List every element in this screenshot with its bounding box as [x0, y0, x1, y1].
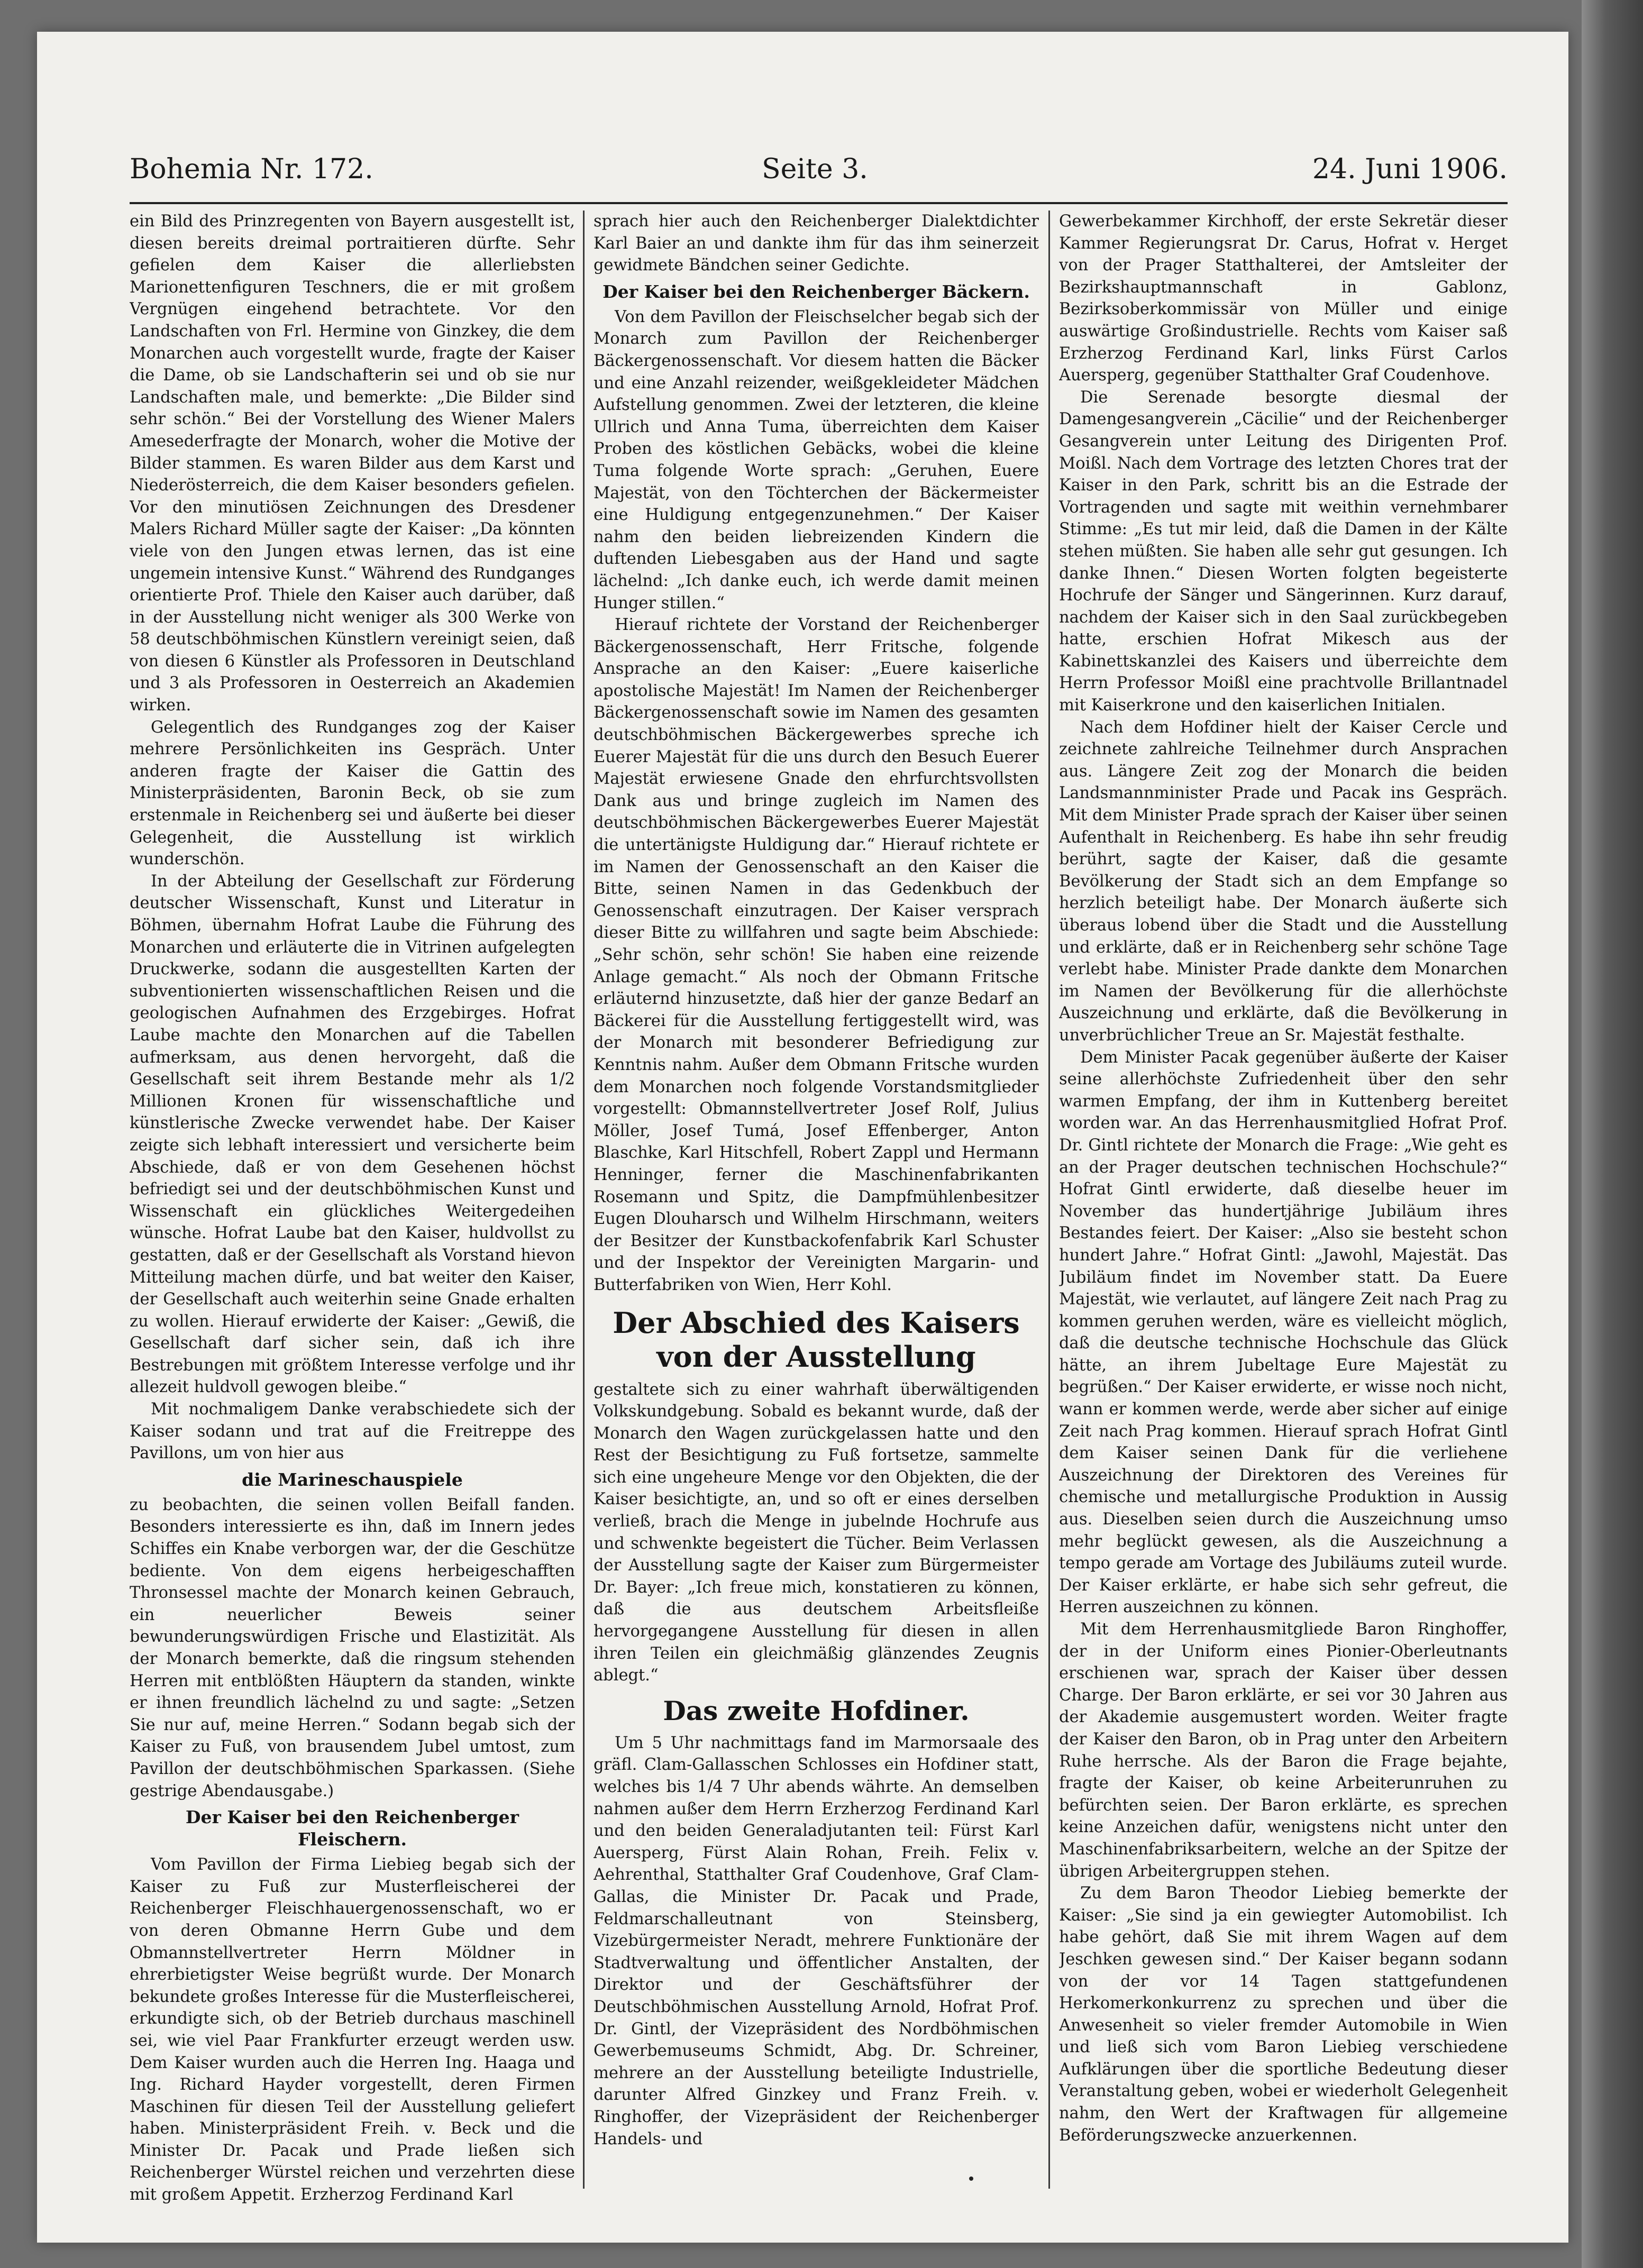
paragraph: Mit dem Herrenhausmitgliede Baron Ringhoffer, der in der Uniform eines Pionier-Oberleutnants erschienen war, sprach der Kaiser über dessen Charge. Der Baron erklärte, er sei vor 30 Jahren aus der Akademie ausgemustert worden. Weiter fragte der Kaiser den Baron, ob in Prag unter den Arbeitern Ruhe herrsche. Als der Baron die Frage bejahte, fragte der Kaiser, ob keine Arbeiterunruhen zu befürchten seien. Der Baron erklärte, es sprechen keine Anzeichen dafür, wenigstens nicht unter den Maschinenfabriksarbeitern, welche an der Spitze der übrigen Arbeitergruppen stehen. [1059, 1620, 1508, 1881]
section-heading-fleischern: Der Kaiser bei den Reichenberger Fleischern. [185, 1807, 519, 1850]
paragraph: ein Bild des Prinzregenten von Bayern ausgestellt ist, diesen bereits dreimal portraitieren dürfte. Sehr gefielen dem Kaiser die allerliebsten Marionettenfiguren Teschners, die er mit großem Vergnügen eingehend betrachtete. Vor den Landschaften von Frl. Hermine von Ginzkey, die dem Monarchen auch vorgestellt wurde, fragte der Kaiser die Dame, ob sie Landschafterin sei und ob sie nur Landschaften male, und bemerkte: „Die Bilder sind sehr schön.“ Bei der Vorstellung des Wiener Malers Amesederfragte der Monarch, woher die Motive der Bilder stammen. Es waren Bilder aus dem Karst und Niederösterreich, die dem Kaiser besonders gefielen. Vor den minutiösen Zeichnungen des Dresdener Malers Richard Müller sagte der Kaiser: „Da könnten viele von den Jungen etwas lernen, das ist eine ungemein intensive Kunst.“ Während des Rundganges orientierte Prof. Thiele den Kaiser auch darüber, daß in der Ausstellung nicht weniger als 300 Werke von 58 deutschböhmischen Künstlern vereinigt seien, daß von diesen 6 Künstler als Professoren in Deutschland und 3 als Professoren in Oesterreich an Akademien wirken. [130, 212, 575, 715]
paragraph: Nach dem Hofdiner hielt der Kaiser Cercle und zeichnete zahlreiche Teilnehmer durch Ansprachen aus. Längere Zeit zog der Monarch die beiden Landsmannminister Prade und Pacak ins Gespräch. Mit dem Minister Prade sprach der Kaiser über seinen Aufenthalt in Reichenberg. Es habe ihn sehr freudig berührt, sagte der Kaiser, daß die gesamte Bevölkerung der Stadt sich an dem Empfange so herzlich beteiligt habe. Der Monarch äußerte sich überaus lobend über die Stadt und die Ausstellung und erklärte, daß er in Reichenberg sehr schöne Tage verlebt habe. Minister Prade dankte dem Monarchen im Namen der Bevölkerung für die allerhöchste Auszeichnung und erklärte, daß die Bevölkerung in unverbrüchlicher Treue an Sr. Majestät festhalte. [1059, 718, 1508, 1045]
scan-background-edge [1582, 0, 1643, 2268]
paragraph: Von dem Pavillon der Fleischselcher begab sich der Monarch zum Pavillon der Reichenberger Bäckergenossenschaft. Vor diesem hatten die Bäcker und eine Anzahl reizender, weißgekleideter Mädchen Aufstellung genommen. Zwei der letzteren, die kleine Ullrich und Anna Tuma, überreichten dem Kaiser Proben des köstlichen Gebäcks, wobei die kleine Tuma folgende Worte sprach: „Geruhen, Euere Majestät, von den Töchterchen der Bäckermeister eine Huldigung entgegenzunehmen.“ Der Kaiser nahm den beiden liebreizenden Kindern die duftenden Liebesgaben aus der Hand und sagte lächelnd: „Ich danke euch, ich werde damit meinen Hunger stillen.“ [594, 307, 1039, 612]
paragraph: Dem Minister Pacak gegenüber äußerte der Kaiser seine allerhöchste Zufriedenheit über den sehr warmen Empfang, der ihm in Kuttenberg bereitet worden war. An das Herrenhausmitglied Hofrat Prof. Dr. Gintl richtete der Monarch die Frage: „Wie geht es an der Prager deutschen technischen Hochschule?“ Hofrat Gintl erwiderte, daß dieselbe heuer im November das hundertjährige Jubiläum ihres Bestandes feiert. Der Kaiser: „Also sie besteht schon hundert Jahre.“ Hofrat Gintl: „Jawohl, Majestät. Das Jubiläum findet im November statt. Da Euere Majestät, wie verlautet, auf längere Zeit nach Prag zu kommen geruhen werden, wäre es vielleicht möglich, daß die deutsche technische Hochschule das Glück hätte, an ihrem Jubeltage Eure Majestät zu begrüßen.“ Der Kaiser erwiderte, er wisse noch nicht, wann er kommen werde, werde aber sicher auf einige Zeit nach Prag kommen. Hierauf sprach Hofrat Gintl dem Kaiser seinen Dank für die verliehene Auszeichnung der Direktoren des Vereines für chemische und metallurgische Produktion in Aussig aus. Dieselben seien durch die Auszeichnung umso mehr beglückt gewesen, als die Auszeichnung a tempo gerade am Vortage des Jubiläums zuteil wurde. Der Kaiser erklärte, er habe sich sehr gefreut, die Herren auszeichnen zu können. [1059, 1048, 1508, 1617]
paragraph: Die Serenade besorgte diesmal der Damengesangverein „Cäcilie“ und der Reichenberger Gesangverein unter Leitung des Dirigenten Prof. Moißl. Nach dem Vortrage des letzten Chores trat der Kaiser in den Park, schritt bis an die Estrade der Vortragenden und sagte mit weithin vernehmbarer Stimme: „Es tut mir leid, daß die Damen in der Kälte stehen müßten. Sie haben alle sehr gut gesungen. Ich danke Ihnen.“ Diesen Worten folgten begeisterte Hochrufe der Sänger und Sängerinnen. Kurz darauf, nachdem der Kaiser sich in den Saal zurückbegeben hatte, erschien Hofrat Mikesch aus der Kabinettskanzlei des Kaisers und überreichte dem Herrn Professor Moißl eine prachtvolle Brillantnadel mit Kaiserkrone und den kaiserlichen Initialen. [1059, 388, 1508, 715]
paragraph: sprach hier auch den Reichenberger Dialektdichter Karl Baier an und dankte ihm für das ihm seinerzeit gewidmete Bändchen seiner Gedichte. [594, 212, 1039, 275]
header-rule [130, 202, 1508, 204]
paragraph: Hierauf richtete der Vorstand der Reichenberger Bäckergenossenschaft, Herr Fritsche, folgende Ansprache an den Kaiser: „Euere kaiserliche apostolische Majestät! Im Namen der Reichenberger Bäckergenossenschaft sowie im Namen des gesamten deutschböhmischen Bäckergewerbes spreche ich Euerer Majestät für die uns durch den Besuch Euerer Majestät erwiesene Gnade den ehrfurchtsvollsten Dank aus und bringe zugleich im Namen des deutschböhmischen Bäckergewerbes Euerer Majestät die untertänigste Huldigung dar.“ Hierauf richtete er im Namen der Genossenschaft an den Kaiser die Bitte, seinen Namen in das Gedenkbuch der Genossenschaft einzutragen. Der Kaiser versprach dieser Bitte zu willfahren und sagte beim Abschiede: „Sehr schön, sehr schön! Sie haben eine reizende Anlage gemacht.“ Als noch der Obmann Fritsche erläuternd hinzusetzte, daß hier der ganze Bedarf an Bäckerei für die Ausstellung fertiggestellt wird, was der Monarch mit besonderer Befriedigung zur Kenntnis nahm. Außer dem Obmann Fritsche wurden dem Monarchen noch folgende Vorstandsmitglieder vorgestellt: Obmannstellvertreter Josef Rolf, Julius Möller, Josef Tumá, Josef Effenberger, Anton Blaschke, Karl Hitschfell, Robert Zappl und Hermann Henninger, ferner die Maschinenfabrikanten Rosemann und Spitz, die Dampfmühlenbesitzer Eugen Dlouharsch und Wilhelm Hirschmann, weiters der Besitzer der Kunstbackofenfabrik Karl Schuster und der Inspektor der Vereinigten Margarin- und Butterfabriken von Wien, Herr Kohl. [594, 616, 1039, 1294]
paragraph: Mit nochmaligem Danke verabschiedete sich der Kaiser sodann und trat auf die Freitreppe des Pavillons, um von hier aus [130, 1400, 575, 1463]
newspaper-page [37, 32, 1568, 2243]
footer-dot [969, 2176, 973, 2181]
header-date: 24. Juni 1906. [1312, 153, 1508, 185]
section-heading-abschied: Der Abschied des Kaisers von der Ausstellung [613, 1305, 1020, 1374]
paragraph: gestaltete sich zu einer wahrhaft überwältigenden Volkskundgebung. Sobald es bekannt wurde, daß der Monarch den Wagen zurückgelassen hatte und den Rest der Besichtigung zu Fuß fortsetze, sammelte sich eine ungeheure Menge vor den Objekten, die der Kaiser besichtigte, an, und so oft er eines derselben verließ, brach die Menge in jubelnde Hochrufe aus und schwenkte begeistert die Tücher. Beim Verlassen der Ausstellung sagte der Kaiser zum Bürgermeister Dr. Bayer: „Ich freue mich, konstatieren zu können, daß die aus deutschem Arbeitsfleiße hervorgegangene Ausstellung für diesen in allen ihren Teilen ein gleichmäßig glänzendes Zeugnis ablegt.“ [594, 1380, 1039, 1685]
paragraph: Vom Pavillon der Firma Liebieg begab sich der Kaiser zu Fuß zur Musterfleischerei der Reichenberger Fleischhauergenossenschaft, wo er von deren Obmanne Herrn Gube und dem Obmannstellvertreter Herrn Möldner in ehrerbietigster Weise begrüßt wurde. Der Monarch bekundete großes Interesse für die Musterfleischerei, erkundigte sich, ob der Betrieb durchaus maschinell sei, wie viel Paar Frankfurter erzeugt werden usw. Dem Kaiser wurden auch die Herren Ing. Haaga und Ing. Richard Hayder vorgestellt, deren Firmen Maschinen für diesen Teil der Ausstellung geliefert haben. Ministerpräsident Freih. v. Beck und die Minister Dr. Pacak und Prade ließen sich Reichenberger Würstel reichen und verzehrten diese mit großem Appetit. Erzherzog Ferdinand Karl [130, 1855, 575, 2205]
header-page-number: Seite 3. [762, 153, 868, 185]
page-header [130, 148, 1508, 196]
section-heading-hofdiner: Das zweite Hofdiner. [663, 1695, 970, 1726]
inline-heading-marineschauspiele: die Marineschauspiele [242, 1469, 463, 1490]
paragraph: In der Abteilung der Gesellschaft zur Förderung deutscher Wissenschaft, Kunst und Literatur in Böhmen, übernahm Hofrat Laube die Führung des Monarchen und erläuterte die in Vitrinen aufgelegten Druckwerke, sodann die ausgestellten Karten der subventionierten wissenschaftlichen Reisen und die geologischen Aufnahmen des Erzgebirges. Hofrat Laube machte den Monarchen auf die Tabellen aufmerksam, aus denen hervorgeht, daß die Gesellschaft seit ihrem Bestande mehr als 1/2 Millionen Kronen für wissenschaftliche und künstlerische Zwecke verwendet habe. Der Kaiser zeigte sich lebhaft interessiert und versicherte beim Abschiede, daß er von dem Gesehenen höchst befriedigt sei und der deutschböhmischen Kunst und Wissenschaft ein glückliches Weitergedeihen wünsche. Hofrat Laube bat den Kaiser, huldvollst zu gestatten, daß er der Gesellschaft als Vorstand hievon Mitteilung machen dürfe, und bat weiter den Kaiser, der Gesellschaft auch weiterhin seine Gnade erhalten zu wollen. Hierauf erwiderte der Kaiser: „Gewiß, die Gesellschaft darf sicher sein, daß ich ihre Bestrebungen mit größtem Interesse verfolge und ihr allezeit huldvoll gewogen bleibe.“ [130, 872, 575, 1397]
paragraph: Um 5 Uhr nachmittags fand im Marmorsaale des gräfl. Clam-Gallasschen Schlosses ein Hofdiner statt, welches bis 1/4 7 Uhr abends währte. An demselben nahmen außer dem Herrn Erzherzog Ferdinand Karl und den beiden Generaladjutanten teil: Fürst Karl Auersperg, Fürst Alain Rohan, Freih. Felix v. Aehrenthal, Statthalter Graf Coudenhove, Graf Clam-Gallas, die Minister Dr. Pacak und Prade, Feldmarschalleutnant von Steinsberg, Vizebürgermeister Neradt, mehrere Funktionäre der Stadtverwaltung und öffentlicher Anstalten, der Direktor und der Geschäftsführer der Deutschböhmischen Ausstellung Arnold, Hofrat Prof. Dr. Gintl, der Vizepräsident des Nordböhmischen Gewerbemuseums Schmidt, Abg. Dr. Schreiner, mehrere an der Ausstellung beteiligte Industrielle, darunter Alfred Ginzkey und Franz Freih. v. Ringhoffer, der Vizepräsident der Reichenberger Handels- und [594, 1733, 1039, 2148]
paragraph: Gelegentlich des Rundganges zog der Kaiser mehrere Persönlichkeiten ins Gespräch. Unter anderen fragte der Kaiser die Gattin des Ministerpräsidenten, Baronin Beck, ob sie zum erstenmale in Reichenberg sei und äußerte bei dieser Gelegenheit, die Ausstellung ist wirklich wunderschön. [130, 718, 575, 869]
paragraph: zu beobachten, die seinen vollen Beifall fanden. Besonders interessierte es ihn, daß im Innern jedes Schiffes ein Knabe verborgen war, der die Geschütze bediente. Von dem eigens herbeigeschafften Thronsessel machte der Monarch keinen Gebrauch, ein neuerlicher Beweis seiner bewunderungswürdigen Frische und Elastizität. Als der Monarch bemerkte, daß die ringsum stehenden Herren mit entblößten Häuptern da standen, winkte er ihnen freundlich lächelnd zu und sagte: „Setzen Sie nur auf, meine Herren.“ Sodann begab sich der Kaiser zu Fuß, von brausendem Jubel umtost, zum Pavillon der deutschböhmischen Sparkassen. (Siehe gestrige Abendausgabe.) [130, 1495, 575, 1800]
column-2 [594, 211, 1039, 2210]
paragraph: Zu dem Baron Theodor Liebieg bemerkte der Kaiser: „Sie sind ja ein gewiegter Automobilist. Ich habe gehört, daß Sie mit ihrem Wagen auf dem Jeschken gewesen sind.“ Der Kaiser begann sodann von der vor 14 Tagen stattgefundenen Herkomerkonkurrenz zu sprechen und über die Anwesenheit so vieler fremder Automobile in Wien und ließ sich vom Baron Liebieg verschiedene Aufklärungen über die sportliche Bedeutung dieser Veranstaltung geben, wobei er wiederholt Gelegenheit nahm, den Wert der Kraftwagen für allgemeine Beförderungszwecke anzuerkennen. [1059, 1884, 1508, 2145]
column-3 [1059, 211, 1508, 2210]
column-1 [130, 211, 575, 2210]
section-heading-baeckern: Der Kaiser bei den Reichenberger Bäckern. [603, 281, 1030, 302]
header-masthead: Bohemia Nr. 172. [130, 153, 373, 185]
column-separator [1048, 211, 1050, 2189]
column-separator [583, 211, 585, 2189]
paragraph: Gewerbekammer Kirchhoff, der erste Sekretär dieser Kammer Regierungsrat Dr. Carus, Hofrat v. Herget von der Prager Statthalterei, der Amtsleiter der Bezirkshauptmannschaft in Gablonz, Bezirksoberkommissär von Müller und einige auswärtige Großindustrielle. Rechts vom Kaiser saß Erzherzog Ferdinand Karl, links Fürst Carlos Auersperg, gegenüber Statthalter Graf Coudenhove. [1059, 212, 1508, 385]
